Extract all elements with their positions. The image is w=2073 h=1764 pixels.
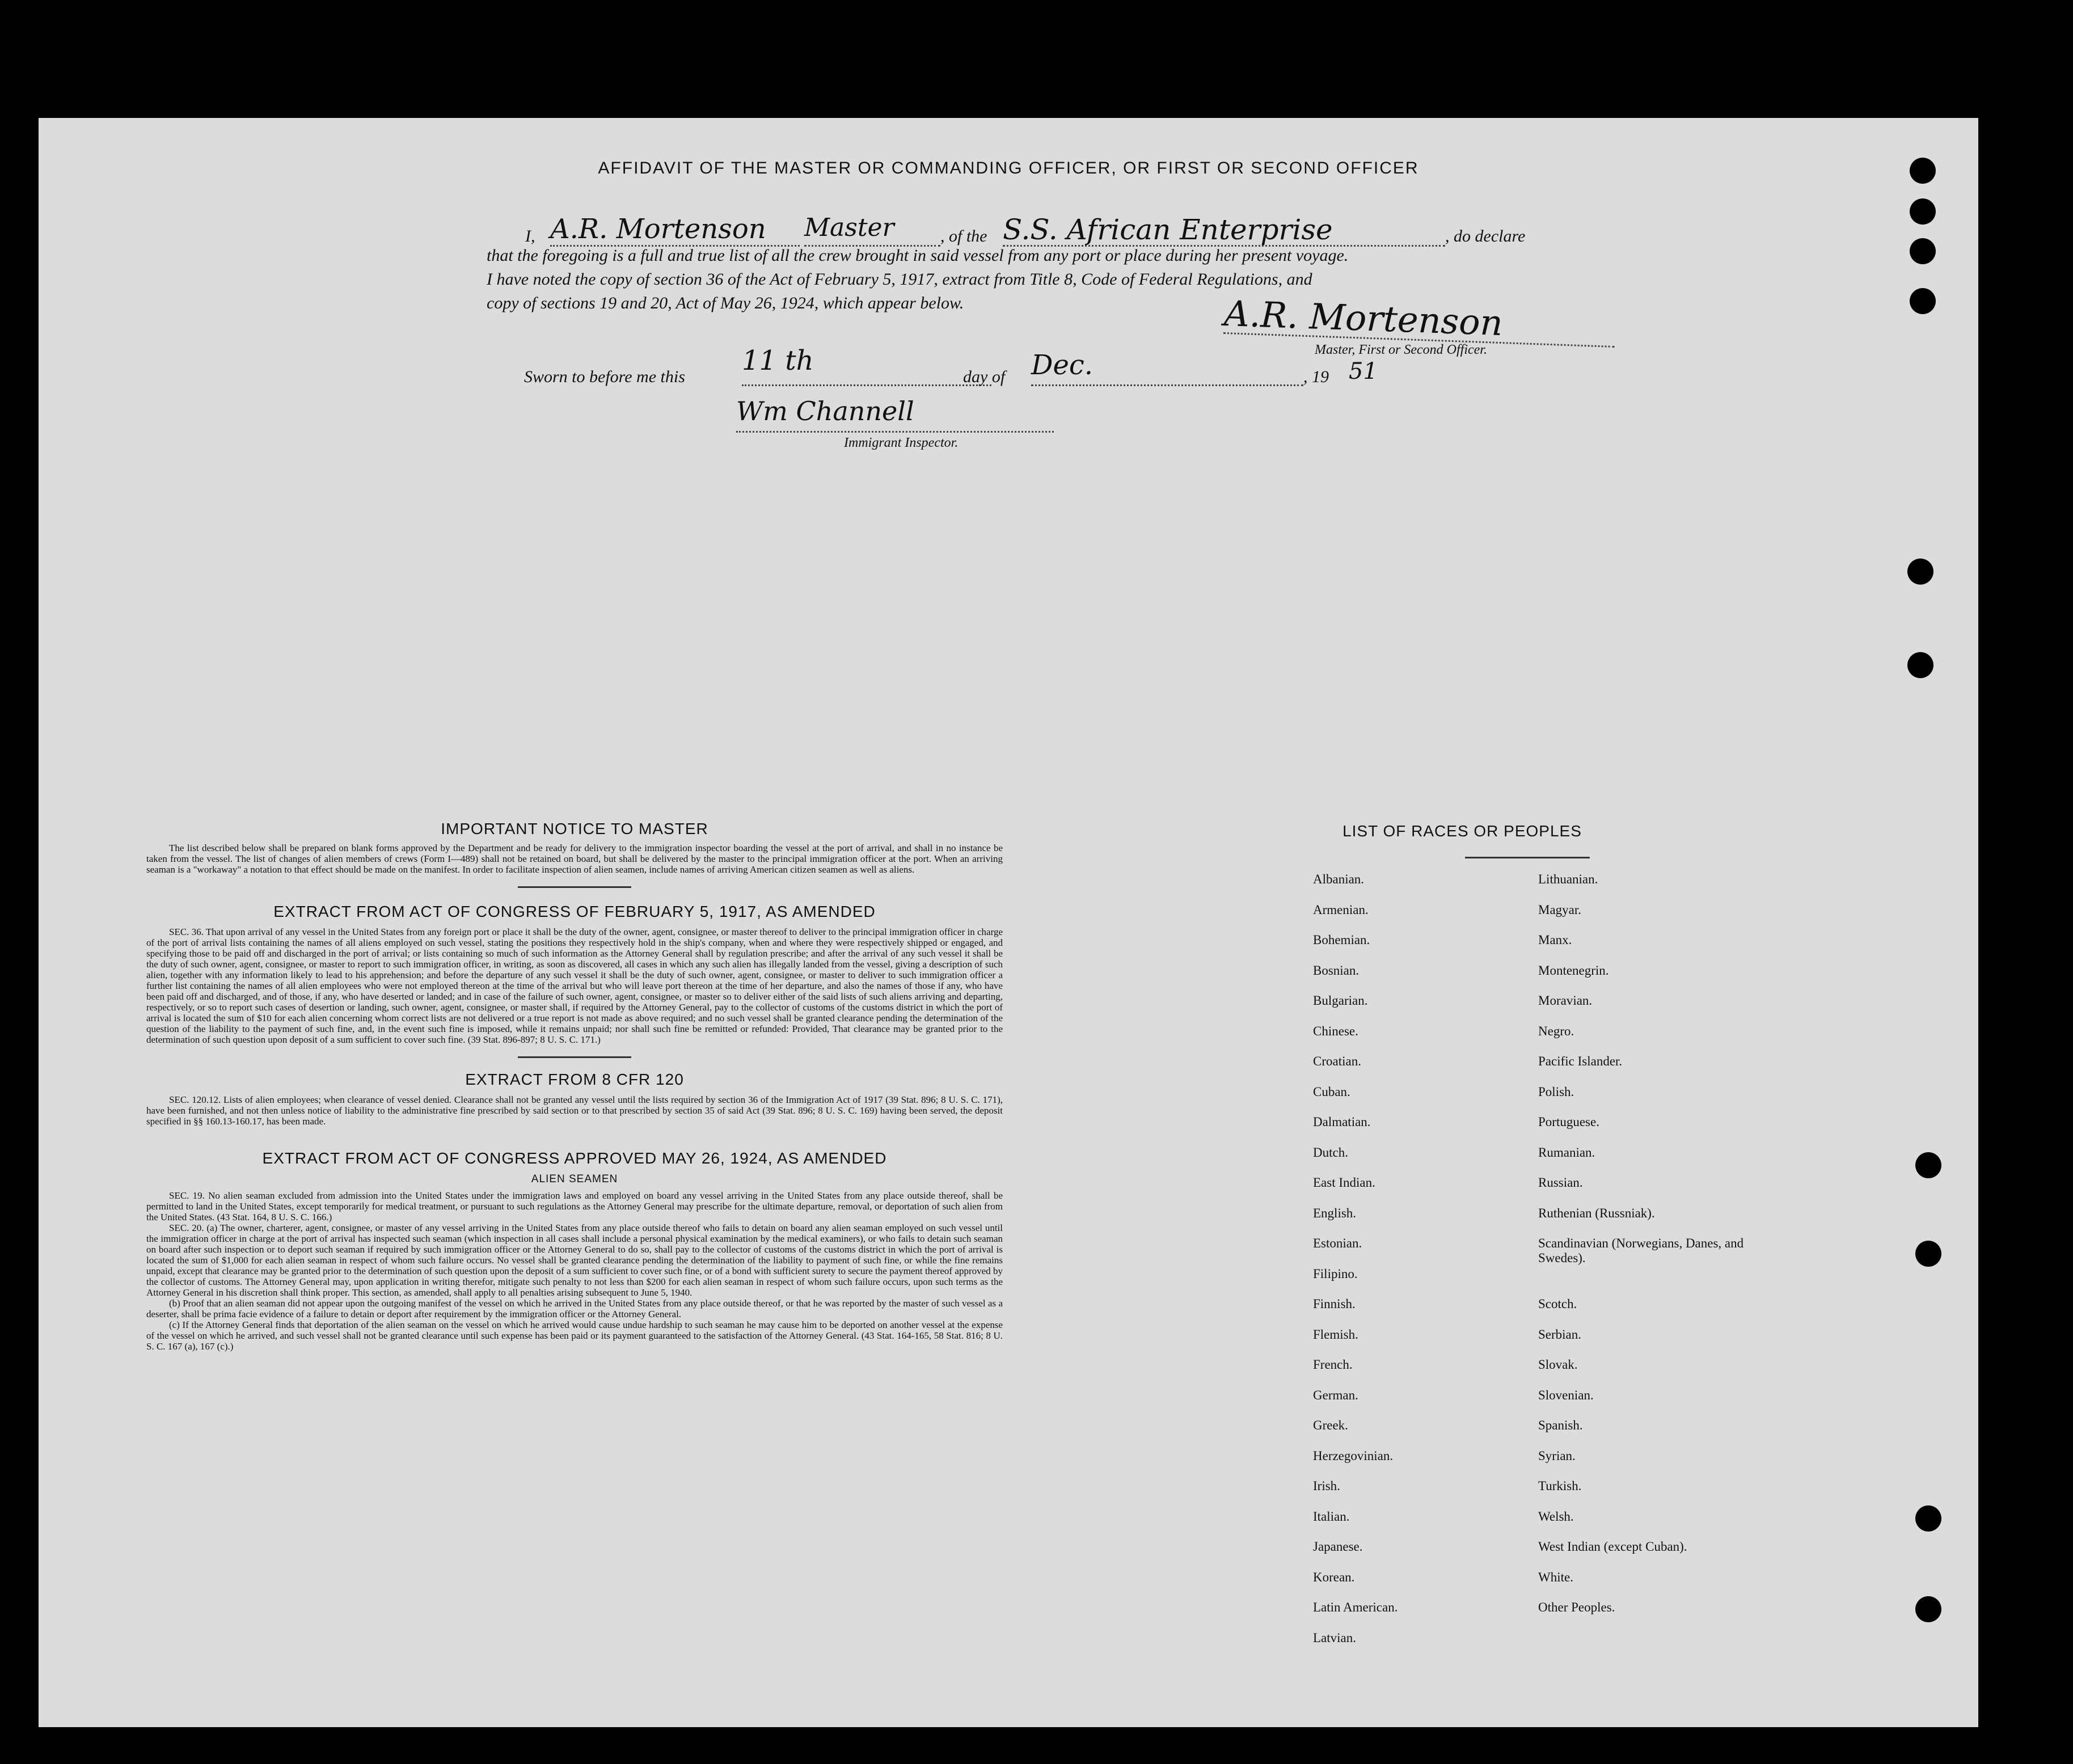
extract-1917-text: SEC. 36. That upon arrival of any vessel in the United States from any foreign port or place it shall be the duty of the owner, agent, consignee, or master thereof to deliver to the principal immigration officer in charge of the port of arrival lists containing the names of all aliens employed on such vessel, stating the positions they respectively hold in the ship's company, when and where they were respectively shipped or engaged, and specifying those to be paid off and discharged in the port of arrival; or lists containing so much of such information as the Attorney General shall by regulation prescribe; and after the arrival of any such vessel it shall be the duty of such owner, agent, consignee, or master to report to such immigration officer, in writing, as soon as discovered, all cases in which any such alien has illegally landed from the vessel, giving a description of such alien, together with any information likely to lead to his apprehension; and before the departure of any such vessel it shall be the duty of such owner, agent, consignee, or master to deliver to such immigration officer a further list containing the names of all alien employees who were not employed thereon at the time of the arrival but who will leave port thereon at the time of her departure, and also the names of those if any, who have been paid off and discharged, and of those, if any, who have deserted or landed; and in case of the failure of such owner, agent, consignee, or master so to deliver either of the said lists of such aliens arriving and departing, respectively, or so to report such cases of desertion or landing, such owner, agent, consignee, or master shall, if required by the Attorney General, pay to the collector of customs of the customs district in which the port of arrival is located the sum of $10 for each alien concerning whom correct lists are not delivered or a true report is not made as above required; and no such vessel shall be granted clearance pending the determination of the question of the liability to the payment of such fine, and, in the event such fine is imposed, while it remains unpaid; nor shall such fine be remitted or refunded: Provided, That clearance may be granted prior to the determination of such question upon deposit of a sum sufficient to cover such fine. (39 Stat. 896-897; 8 U. S. C. 171.) <box>146 927 1003 1045</box>
punch-hole <box>1910 238 1936 264</box>
race-entry: Korean. <box>1313 1570 1355 1584</box>
race-entry: Ruthenian (Russniak). <box>1538 1205 1655 1220</box>
race-entry: Armenian. <box>1313 902 1369 917</box>
race-entry: Turkish. <box>1538 1479 1582 1493</box>
inspector-signature: Wm Channell <box>736 396 1054 433</box>
race-entry: Herzegovinian. <box>1313 1448 1394 1463</box>
cfr-text: SEC. 120.12. Lists of alien employees; when clearance of vessel denied. Clearance shall not be granted any vessel until the lists required by section 36 of the Immigration Act of 1917 (39 Stat. 896; 8 U. S. C. 171), have been furnished, and not then unless notice of liability to the administrative fine prescribed by said section or to that prescribed by section 35 of said Act (39 Stat. 896; 8 U. S. C. 169) having been served, the deposit specified in §§ 160.13-160.17, has been made. <box>146 1094 1003 1127</box>
year-handwritten: 51 <box>1349 358 1378 384</box>
year-prefix: , 19 <box>1303 367 1329 386</box>
race-entry: Estonian. <box>1313 1236 1362 1250</box>
punch-hole <box>1910 288 1936 314</box>
punch-hole <box>1907 652 1933 678</box>
race-entry: Bohemian. <box>1313 933 1370 947</box>
extract-1924-heading: EXTRACT FROM ACT OF CONGRESS APPROVED MAY 26, 1924, AS AMENDED <box>262 1149 887 1167</box>
race-entry: Albanian. <box>1313 872 1365 886</box>
race-entry: Polish. <box>1538 1084 1574 1099</box>
declaration-line-2: that the foregoing is a full and true list of all the crew brought in said vessel from any port or place during her present voyage. <box>487 246 1349 265</box>
inspector-caption: Immigrant Inspector. <box>844 435 959 450</box>
race-entry: Latin American. <box>1313 1600 1398 1614</box>
race-entry: Spanish. <box>1538 1418 1583 1432</box>
declaration-line-4: copy of sections 19 and 20, Act of May 26, 1924, which appear below. <box>487 294 964 312</box>
i-label: I, <box>525 227 535 246</box>
alien-seamen-subheading: ALIEN SEAMEN <box>531 1173 618 1185</box>
sworn-label: Sworn to before me this <box>524 367 685 386</box>
race-entry: Other Peoples. <box>1538 1600 1615 1614</box>
race-entry: Finnish. <box>1313 1297 1356 1311</box>
race-entry: Scotch. <box>1538 1297 1577 1311</box>
sec-20b-text: (b) Proof that an alien seaman did not appear upon the outgoing manifest of the vessel on which he arrived in the United States from any place outside thereof, or that he was reported by the master of such vessel as a deserter, shall be prima facie evidence of a failure to detain or deport after requirement by the immigration officer or the Attorney General. <box>146 1298 1003 1319</box>
divider <box>1465 857 1590 858</box>
race-entry: German. <box>1313 1387 1358 1402</box>
cfr-heading: EXTRACT FROM 8 CFR 120 <box>465 1071 684 1088</box>
punch-hole <box>1915 1596 1941 1622</box>
punch-hole <box>1910 158 1936 184</box>
race-entry: Bosnian. <box>1313 963 1360 978</box>
race-entry: Cuban. <box>1313 1084 1350 1099</box>
master-caption: Master, First or Second Officer. <box>1315 342 1487 357</box>
race-entry: Magyar. <box>1538 902 1582 917</box>
races-heading: LIST OF RACES OR PEOPLES <box>1342 822 1582 840</box>
race-entry: Scandinavian (Norwegians, Danes, and Swedes). <box>1538 1236 1744 1265</box>
declaration-line-3: I have noted the copy of section 36 of the Act of February 5, 1917, extract from Title 8, Code of Federal Regulations, and <box>487 270 1312 289</box>
month-handwritten: Dec. <box>1031 349 1303 386</box>
punch-hole <box>1907 559 1933 585</box>
notice-text: The list described below shall be prepared on blank forms approved by the Department and be ready for delivery to the immigration inspector boarding the vessel at the port of arrival, and shall in no instance be taken from the vessel. The list of changes of alien members of crews (Form I—489) shall not be retained on board, but shall be delivered by the master to the principal immigration officer at the port. When an arriving seaman is a "workaway" a notation to that effect should be made on the manifest. In order to facilitate inspection of alien seamen, include names of arriving American citizen seamen as well as aliens. <box>146 843 1003 875</box>
punch-hole <box>1915 1152 1941 1178</box>
divider <box>518 1056 631 1058</box>
race-entry: East Indian. <box>1313 1175 1375 1190</box>
race-entry: Pacific Islander. <box>1538 1054 1623 1068</box>
race-entry: Croatian. <box>1313 1054 1361 1068</box>
race-entry: Montenegrin. <box>1538 963 1609 978</box>
race-entry: Rumanian. <box>1538 1145 1595 1160</box>
sec-20c-text: (c) If the Attorney General finds that deportation of the alien seaman on the vessel on which he arrived would cause undue hardship to such seaman he may cause him to be deported on another vessel at the expense of the vessel on which he arrived, and such vessel shall not be granted clearance until such expense has been paid or its payment guaranteed to the satisfaction of the Attorney General. (43 Stat. 164-165, 58 Stat. 816; 8 U. S. C. 167 (a), 167 (c).) <box>146 1319 1003 1352</box>
race-entry: Latvian. <box>1313 1630 1356 1645</box>
sec-19-text: SEC. 19. No alien seaman excluded from admission into the United States under the immigration laws and employed on board any vessel arriving in the United States from any place outside thereof, shall be permitted to land in the United States, except temporarily for medical treatment, or pursuant to such regulations as the Attorney General may prescribe for the ultimate departure, removal, or deportation of such alien from the United States. (43 Stat. 164, 8 U. S. C. 166.) <box>146 1190 1003 1222</box>
race-entry: Irish. <box>1313 1479 1340 1493</box>
punch-hole <box>1915 1505 1941 1532</box>
divider <box>518 886 631 888</box>
day-handwritten: 11 th <box>742 345 991 386</box>
race-entry: Moravian. <box>1538 993 1593 1008</box>
race-entry: Portuguese. <box>1538 1115 1599 1129</box>
race-entry: Lithuanian. <box>1538 872 1598 886</box>
legal-notices-column <box>146 820 1003 1352</box>
document-page <box>39 118 1978 1727</box>
extract-1917-heading: EXTRACT FROM ACT OF CONGRESS OF FEBRUARY 5, 1917, AS AMENDED <box>273 903 876 920</box>
race-entry: Greek. <box>1313 1418 1348 1432</box>
sec-20a-text: SEC. 20. (a) The owner, charterer, agent, consignee, or master of any vessel arriving in the United States from any place outside thereof who fails to detain on board any alien seaman employed on such vessel until the immigration officer in charge at the port of arrival has inspected such seaman (which inspection in all cases shall include a personal physical examination by the medical examiners), or who fails to detain such seaman on board after such inspection or to deport such seaman if required by such immigration officer or the Attorney General to do so, shall pay to the collector of customs of the customs district in which the port of arrival is located the sum of $1,000 for each alien seaman in respect of whom such failure occurs. No vessel shall be granted clearance pending the determination of the liability to payment of such fine, or while the fine remains unpaid, except that clearance may be granted prior to the determination of such question upon the deposit of a sum sufficient to cover such fine, or of a bond with sufficient surety to secure the payment thereof approved by the collector of customs. The Attorney General may, upon application in writing therefor, mitigate such penalty to not less than $200 for each alien seaman in respect of whom such failure occurs, upon such terms as the Attorney General in his discretion shall think proper. This section, as amended, shall apply to all penalties arising subsequent to June 5, 1940. <box>146 1222 1003 1298</box>
race-entry: Japanese. <box>1313 1539 1363 1554</box>
notice-heading: IMPORTANT NOTICE TO MASTER <box>441 820 708 837</box>
race-entry: Welsh. <box>1538 1509 1574 1524</box>
race-entry: Italian. <box>1313 1509 1350 1524</box>
race-entry: English. <box>1313 1205 1357 1220</box>
race-entry: Chinese. <box>1313 1023 1358 1038</box>
day-of-label: day of <box>963 367 1006 386</box>
declaration-line-1 <box>487 213 1621 247</box>
race-entry: Slovenian. <box>1538 1387 1594 1402</box>
rank-handwritten: Master <box>804 213 940 247</box>
race-entry: Syrian. <box>1538 1448 1576 1463</box>
of-the-label: , of the <box>940 227 987 246</box>
do-declare-label: , do declare <box>1445 227 1526 246</box>
race-entry: Bulgarian. <box>1313 993 1368 1008</box>
race-entry: Dutch. <box>1313 1145 1348 1160</box>
race-entry: Slovak. <box>1538 1357 1578 1372</box>
race-entry: Dalmatian. <box>1313 1115 1371 1129</box>
race-entry: Filipino. <box>1313 1266 1358 1281</box>
punch-hole <box>1915 1241 1941 1267</box>
vessel-name-handwritten: S.S. African Enterprise <box>1003 213 1445 247</box>
race-entry: Negro. <box>1538 1023 1574 1038</box>
race-entry: West Indian (except Cuban). <box>1538 1539 1687 1554</box>
race-entry: White. <box>1538 1570 1573 1584</box>
race-entry: Flemish. <box>1313 1327 1358 1342</box>
race-entry: Manx. <box>1538 933 1572 947</box>
race-entry: Serbian. <box>1538 1327 1582 1342</box>
race-entry: Russian. <box>1538 1175 1583 1190</box>
master-name-handwritten: A.R. Mortenson <box>550 213 800 247</box>
affidavit-heading: AFFIDAVIT OF THE MASTER OR COMMANDING OFFICER, OR FIRST OR SECOND OFFICER <box>598 159 1419 177</box>
race-entry: French. <box>1313 1357 1353 1372</box>
master-signature: A.R. Mortenson <box>1223 293 1616 348</box>
punch-hole <box>1910 198 1936 225</box>
